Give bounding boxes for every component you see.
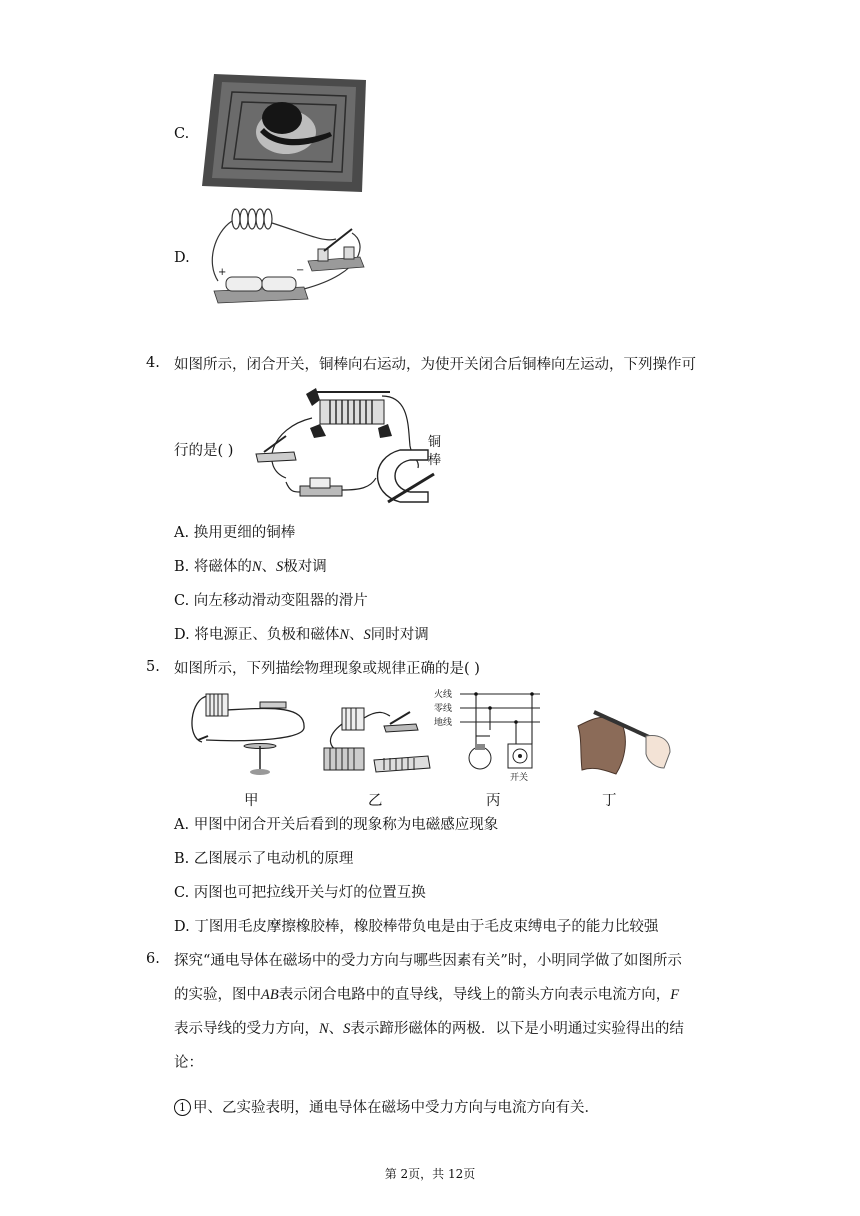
q4-option-c: C. 向左移动滑动变阻器的滑片 [174, 593, 368, 609]
q3-option-c-label: C. [174, 126, 190, 142]
q4-option-b: B. 将磁体的N、S极对调 [174, 559, 327, 575]
q6-line1: 探究“通电导体在磁场中的受力方向与哪些因素有关”时，小明同学做了如图所示 [174, 953, 682, 969]
figure-label-ding: 丁 [602, 793, 617, 809]
figure-label-yi: 乙 [368, 793, 383, 809]
battery-minus-sign: − [296, 265, 305, 276]
q5-option-d: D. 丁图用毛皮摩擦橡胶棒，橡胶棒带负电是由于毛皮束缚电子的能力比较强 [174, 919, 659, 935]
figure-yi-electromagnet [320, 704, 432, 780]
figure-label-bing: 丙 [486, 793, 501, 809]
q3-option-d-label: D. [174, 250, 190, 266]
wire-label-neutral: 零线 [434, 704, 453, 714]
figure-ding-rubbing-rod [576, 708, 672, 780]
battery-plus-sign: + [218, 267, 227, 278]
compass-spoon-image [198, 70, 370, 194]
figure-bing-household-wiring [434, 686, 544, 783]
q6-line2: 的实验，图中AB表示闭合电路中的直导线，导线上的箭头方向表示电流方向，F [174, 987, 680, 1003]
q4-stem-line1: 如图所示，闭合开关，铜棒向右运动，为使开关闭合后铜棒向左运动，下列操作可 [174, 357, 696, 373]
copper-rod-label-2: 棒 [428, 453, 442, 468]
figure-jia-oersted [186, 688, 318, 780]
q5-option-a: A. 甲图中闭合开关后看到的现象称为电磁感应现象 [174, 817, 499, 833]
q4-circuit-figure [250, 388, 450, 506]
q4-option-d: D. 将电源正、负极和磁体N、S同时对调 [174, 627, 429, 643]
figure-label-jia: 甲 [244, 793, 259, 809]
q5-stem: 如图所示，下列描绘物理现象或规律正确的是( ) [174, 661, 480, 677]
q6-conclusion-1: 1 甲、乙实验表明，通电导体在磁场中受力方向与电流方向有关． [174, 1098, 599, 1118]
q4-stem-line2: 行的是( ) [174, 443, 234, 459]
wire-label-ground: 地线 [434, 718, 453, 728]
q6-number: 6. [146, 951, 160, 967]
q5-option-c: C. 丙图也可把拉线开关与灯的位置互换 [174, 885, 426, 901]
q5-option-b: B. 乙图展示了电动机的原理 [174, 851, 354, 867]
q5-number: 5. [146, 659, 160, 675]
q4-number: 4. [146, 355, 160, 371]
switch-label: 开关 [510, 773, 529, 783]
q6-line4: 论： [174, 1055, 203, 1071]
wire-label-live: 火线 [434, 690, 453, 700]
circled-number-marker: 1 [174, 1099, 191, 1116]
electromagnet-circuit-image [204, 203, 374, 311]
q4-option-a: A. 换用更细的铜棒 [174, 525, 296, 541]
page-footer: 第 2页，共 12页 [384, 1167, 476, 1181]
copper-rod-label-1: 铜 [428, 435, 442, 450]
q6-line3: 表示导线的受力方向，N、S表示蹄形磁体的两极．以下是小明通过实验得出的结 [174, 1021, 684, 1037]
